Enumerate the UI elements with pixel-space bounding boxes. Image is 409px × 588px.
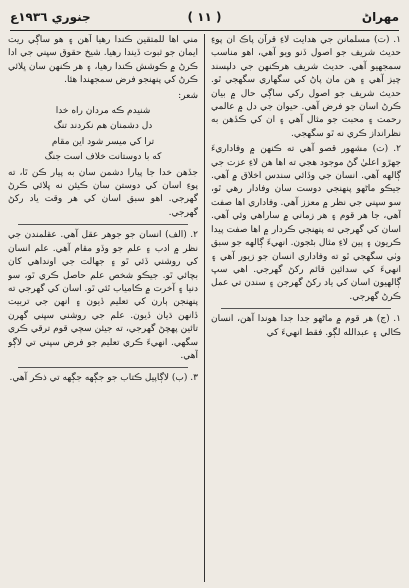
verse-line: شنيدم ڪه مردان راه خدا <box>55 106 151 117</box>
paragraph: ۱. (ت) مسلمانن جي هدايت لاءِ قرآن پاڪ ان پوءِ حديث شريف جو اصول ڏنو ويو آهي، اهو مناسب سمجهيو آهي. حديث شريف هرڪنهن جي دلپسند چيز آهي ۽ هن مان پاڻ کي سگهاري سگهجي ٿو. حديث شريف جو اصول رکي ساڳي حال ۾ بيان ڪرڻ اسان جو فرض آهي. حيوان جي دل ۾ عالمي رحمت ۽ محبت جو مثال آهي ۽ ان کي ڪڏهن به نظرانداز ڪري نه ٿو سگهجي. <box>211 35 401 139</box>
paragraph: مني اها للمتقين ڪندا رهيا آهن ۽ هو ساڳي ريت ايمان جو ثبوت ڏيندا رهيا. شيخ حقوق سڀني جي ادا ڪرڻ ۾ ڪوشش ڪندا رهيا، ۽ هر ڪنهن سان ڀلائي ڪرڻ کي پنهنجو فرض سمجهندا هئا. <box>8 35 198 86</box>
section-rule <box>18 367 188 368</box>
verse-line: که با دوستانت خلاف است جنگ <box>44 152 162 163</box>
journal-name: مهراڻ <box>361 10 399 24</box>
paragraph: ۲. (ت) مشهور قصو آهي ته ڪنهن ۾ وفاداريءَ جهڙو اعليٰ گڻ موجود هجي ته اها هن لاءِ عزت جي ڳالهه آهي. انسان جي وڏائي سندس اخلاق ۾ آهي. جيڪو ماڻهو پنهنجي دوست سان وفادار رهي ٿو، سو سڀني جي نظر ۾ معزز آهي. وفاداري اها صفت آهي، جا هر قوم ۽ هر زماني ۾ ساراهي وئي آهي. اسان کي گهرجي ته پنهنجي ڪردار ۾ اها صفت پيدا ڪريون ۽ ٻين لاءِ مثال بڻجون. انهيءَ ڳالهه جو سبق وٺي سگهجي ٿو ته وفاداري انسان جو زيور آهي ۽ انهيءَ کي سدائين قائم رکڻ گهرجي. اهي سڀ ڳالهيون اسان کي ياد رکڻ گهرجن ۽ سندن تي عمل ڪرڻ گهرجي. <box>211 144 401 302</box>
verse-line: دل دشمنان هم نکردند تنگ <box>53 121 153 132</box>
header-rule <box>10 30 399 31</box>
left-column <box>8 34 198 582</box>
page-number: ( ۱۱ ) <box>187 10 222 24</box>
verse-line: ترا کي ميسر شود اين مقام <box>51 136 155 147</box>
column-divider <box>204 34 205 582</box>
paragraph: ۲. (الف) انسان جو جوهر عقل آهي. عقلمندن جي نظر ۾ ادب ۽ علم جو وڏو مقام آهي. علم انسان کي روشني ڏئي ٿو ۽ جهالت جي اونداهي کان بچائي ٿو. جيڪو شخص علم حاصل ڪري ٿو، سو دنيا ۽ آخرت ۾ ڪامياب ٿئي ٿو. اسان کي گهرجي ته پنهنجن ٻارن کي تعليم ڏيون ۽ انهن جي تربيت ڏانهن ڌيان ڏيون. علم جي روشني سڀني گهرن تائين پهچڻ گهرجي، ته جيئن سڄي قوم ترقي ڪري سگهي. انهيءَ ڪري تعليم جو فرض سڀني تي لاڳو آهي. <box>8 230 198 361</box>
paragraph: جڏهن خدا جا پيارا دشمن سان به پيار ڪن ٿا، ته پوءِ اسان کي دوستن سان ڪيئن نه ڀلائي ڪرڻ گهرجي. اهو سبق اسان کي هر وقت ياد رکڻ گهرجي. <box>8 167 198 218</box>
paragraph: ۱. (ج) هر قوم ۾ ماڻهو جدا جدا هوندا آهن، انسان ڪالي ۽ عبدالله لڳو. فقط انهيءَ کي <box>211 314 401 338</box>
issue-date: جنوري ۱۹۳٦ع <box>10 10 91 24</box>
section-rule <box>18 224 188 225</box>
page-header <box>10 6 399 28</box>
paragraph: شعر: <box>178 90 198 101</box>
paragraph: ۳. (ب) لاڳاپيل ڪتاب جو جڳهه جڳهه تي ذڪر آهي. <box>9 373 198 384</box>
section-rule <box>221 308 391 309</box>
right-column <box>211 34 401 582</box>
